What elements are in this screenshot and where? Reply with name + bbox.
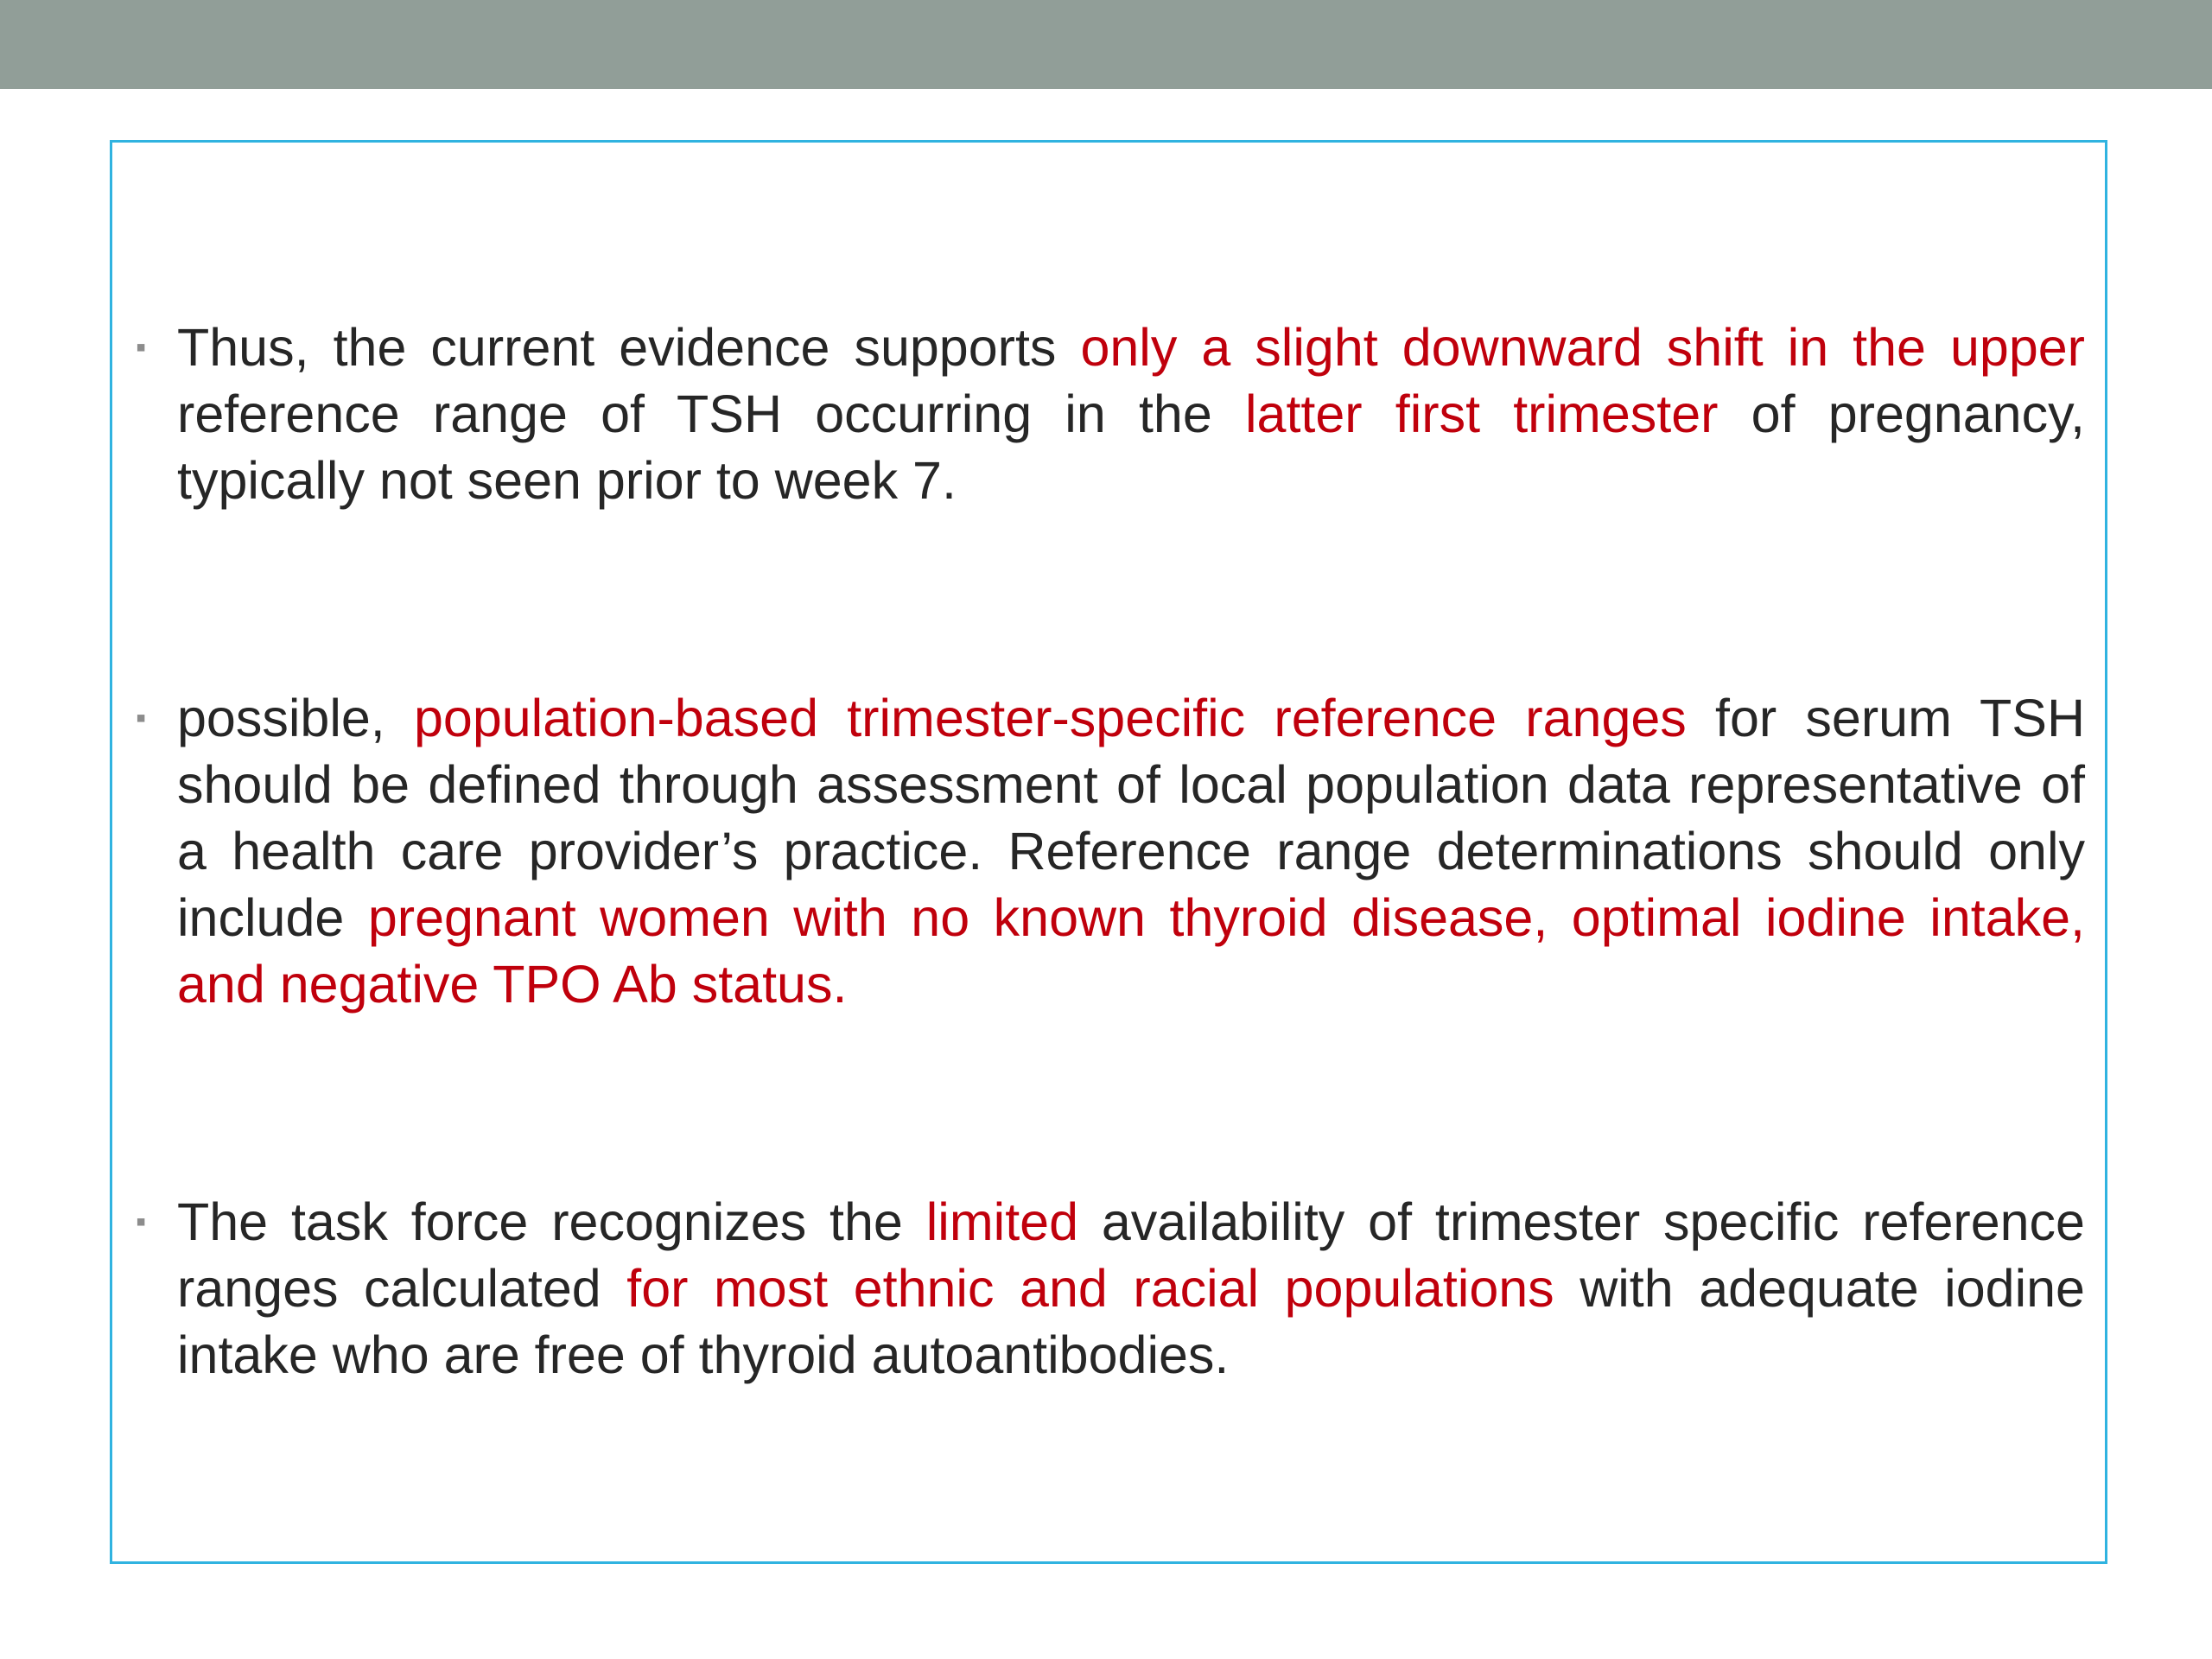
text-segment: with adequate iodine intake who are free of thyroid autoantibodies.	[177, 1259, 2085, 1384]
highlighted-text-segment: limited	[925, 1192, 1079, 1251]
bullet-square-icon: ▪	[136, 702, 147, 734]
highlighted-text-segment: population-based trimester-specific reference ranges	[413, 689, 1687, 747]
bullet-text	[177, 685, 2085, 1018]
bullet-square-icon: ▪	[136, 331, 147, 364]
text-segment: The task force recognizes the	[177, 1192, 926, 1251]
text-segment: for serum TSH should be defined through assessment of local population data representative of a health care provider’s practice. Reference range determinations should only include	[177, 689, 2086, 947]
text-segment: of pregnancy, typically not seen prior to week 7.	[177, 385, 2086, 510]
text-segment: availability of trimester specific reference ranges calculated	[177, 1192, 2085, 1318]
text-segment: possible,	[177, 689, 414, 747]
text-segment: Thus, the current evidence supports	[177, 318, 1081, 377]
highlighted-text-segment: pregnant women with no known thyroid disease, optimal iodine intake, and negative TPO Ab status.	[177, 888, 2085, 1014]
highlighted-text-segment: latter first trimester	[1244, 385, 1719, 443]
header-bar	[0, 0, 2212, 89]
bullet-square-icon: ▪	[136, 1205, 147, 1238]
bullet-text	[177, 1189, 2085, 1389]
highlighted-text-segment: only a slight downward shift in the upper	[1080, 318, 2085, 377]
text-segment: reference range of TSH occurring in the	[177, 385, 1245, 443]
bullet-text	[177, 315, 2085, 514]
highlighted-text-segment: for most ethnic and racial populations	[626, 1259, 1554, 1318]
